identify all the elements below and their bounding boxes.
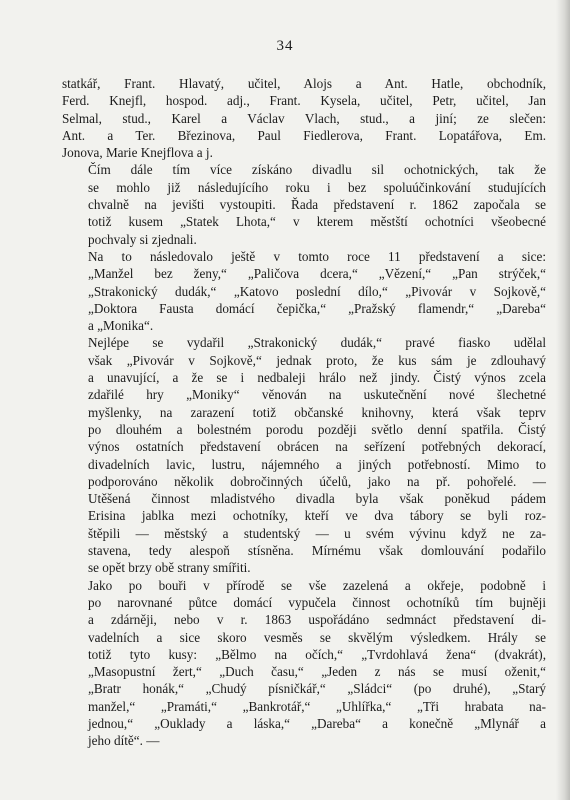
text-line: a zdárněji, nebo v r. 1863 uspořádáno sedmnáct představení di-	[88, 612, 546, 628]
text-line: podporováno několik dobročinných účelů, jako na př. pohořelé. —	[88, 473, 546, 489]
text-line: stavena, tedy alespoň stísněna. Mírnému však domlouvání podařilo	[88, 543, 546, 559]
text-line: statkář, Frant. Hlavatý, učitel, Alojs a Ant. Hatle, obchodník,	[62, 76, 546, 91]
text-line: Jako po bouři v přírodě se vše zazelená a okřeje, podobně i	[88, 577, 546, 593]
text-line: štěpili — městský a studentský — u svém vývinu když ne za-	[88, 525, 546, 541]
text-line: a unavující, a že se i nedbaleji hrálo než jindy. Čistý výnos zcela	[88, 370, 546, 386]
text-line: Čím dále tím více získáno divadlu sil ochotnických, tak že	[88, 162, 546, 178]
text-line: totiž kusem „Statek Lhota,“ v kterem městští ochotníci všeobecné	[88, 214, 546, 230]
page-number: 34	[276, 38, 294, 54]
text-line: manžel,“ „Pramáti,“ „Bankrotář,“ „Uhlířka,“ „Tři hrabata na-	[88, 698, 546, 714]
paragraph	[62, 75, 546, 161]
text-line: Ferd. Knejfl, hospod. adj., Frant. Kysela, učitel, Petr, učitel, Jan	[62, 93, 546, 109]
paragraph	[62, 577, 546, 750]
text-line: divadelních lavic, lustru, nájemného a jiných potřebností. Mimo to	[88, 456, 546, 472]
text-line: se mohlo již následujícího roku i bez spoluúčinkování studujících	[88, 179, 546, 195]
text-line: a „Monika“.	[88, 318, 154, 334]
text-line: Jonova, Marie Knejflova a j.	[62, 145, 213, 161]
text-line: „Strakonický dudák,“ „Katovo poslední dílo,“ „Pivovár v Sojkově,“	[88, 283, 546, 299]
text-line: „Doktora Fausta domácí čepička,“ „Pražský flamendr,“ „Dareba“	[88, 300, 546, 316]
text-line: zdařilé hry „Moniky“ věnován na uskutečnění nové šlechetné	[88, 387, 546, 403]
text-line: totiž tyto kusy: „Bělmo na očích,“ „Tvrdohlavá žena“ (dvakrát),	[88, 646, 546, 662]
text-line: Erisina jablka mezi ochotníky, kteří ve dva tábory se byli roz-	[88, 508, 546, 524]
text-line: myšlenky, na zarazení totiž občanské knihovny, která však teprv	[88, 404, 546, 420]
text-line: výnos ostatních představení obrácen na seřízení potřebných dekorací,	[88, 439, 546, 455]
text-line: Ant. a Ter. Březinova, Paul Fiedlerova, Frant. Lopatářova, Em.	[62, 127, 546, 143]
text-line: se opět brzy obě strany smířiti.	[88, 560, 251, 576]
text-line: Nejlépe se vydařil „Strakonický dudák,“ pravé fiasko udělal	[88, 335, 546, 351]
text-line: „Masopustní žert,“ „Duch času,“ „Jeden z nás se musí oženit,“	[88, 664, 546, 680]
text-line: Na to následovalo ještě v tomto roce 11 představení a sice:	[88, 248, 546, 264]
text-line: jeho dítě“. —	[88, 733, 160, 749]
body-text	[62, 75, 546, 750]
text-line: po narovnané půtce domácí vypučela činnost ochotníků tím bujněji	[88, 594, 546, 610]
page-edge-shadow	[556, 0, 570, 800]
text-line: „Bratr honák,“ „Chudý písničkář,“ „Sládci“ (po druhé), „Starý	[88, 681, 546, 697]
paragraph	[62, 161, 546, 247]
text-line: pochvaly si zjednali.	[88, 231, 197, 247]
text-line: po dlouhém a bolestném porodu později světlo denní spatřila. Čistý	[88, 421, 546, 437]
text-line: Selmal, stud., Karel a Václav Vlach, stud., a jiní; ze slečen:	[62, 110, 546, 126]
text-line: chvalně na jevišti vystoupiti. Řada představení r. 1862 započala se	[88, 197, 546, 213]
text-line: vadelních a sice skoro vesměs se skvělým výsledkem. Hrály se	[88, 629, 546, 645]
text-line: „Manžel bez ženy,“ „Paličova dcera,“ „Vězení,“ „Pan strýček,“	[88, 266, 546, 282]
paragraph	[62, 248, 546, 334]
paragraph	[62, 334, 546, 576]
text-line: jednou,“ „Ouklady a láska,“ „Dareba“ a konečně „Mlynář a	[88, 715, 546, 731]
text-line: však „Pivovár v Sojkově,“ jednak proto, že kus sám je zdlouhavý	[88, 352, 546, 368]
text-line: Utěšená činnost mladistvého divadla byla však poněkud pádem	[88, 491, 546, 507]
